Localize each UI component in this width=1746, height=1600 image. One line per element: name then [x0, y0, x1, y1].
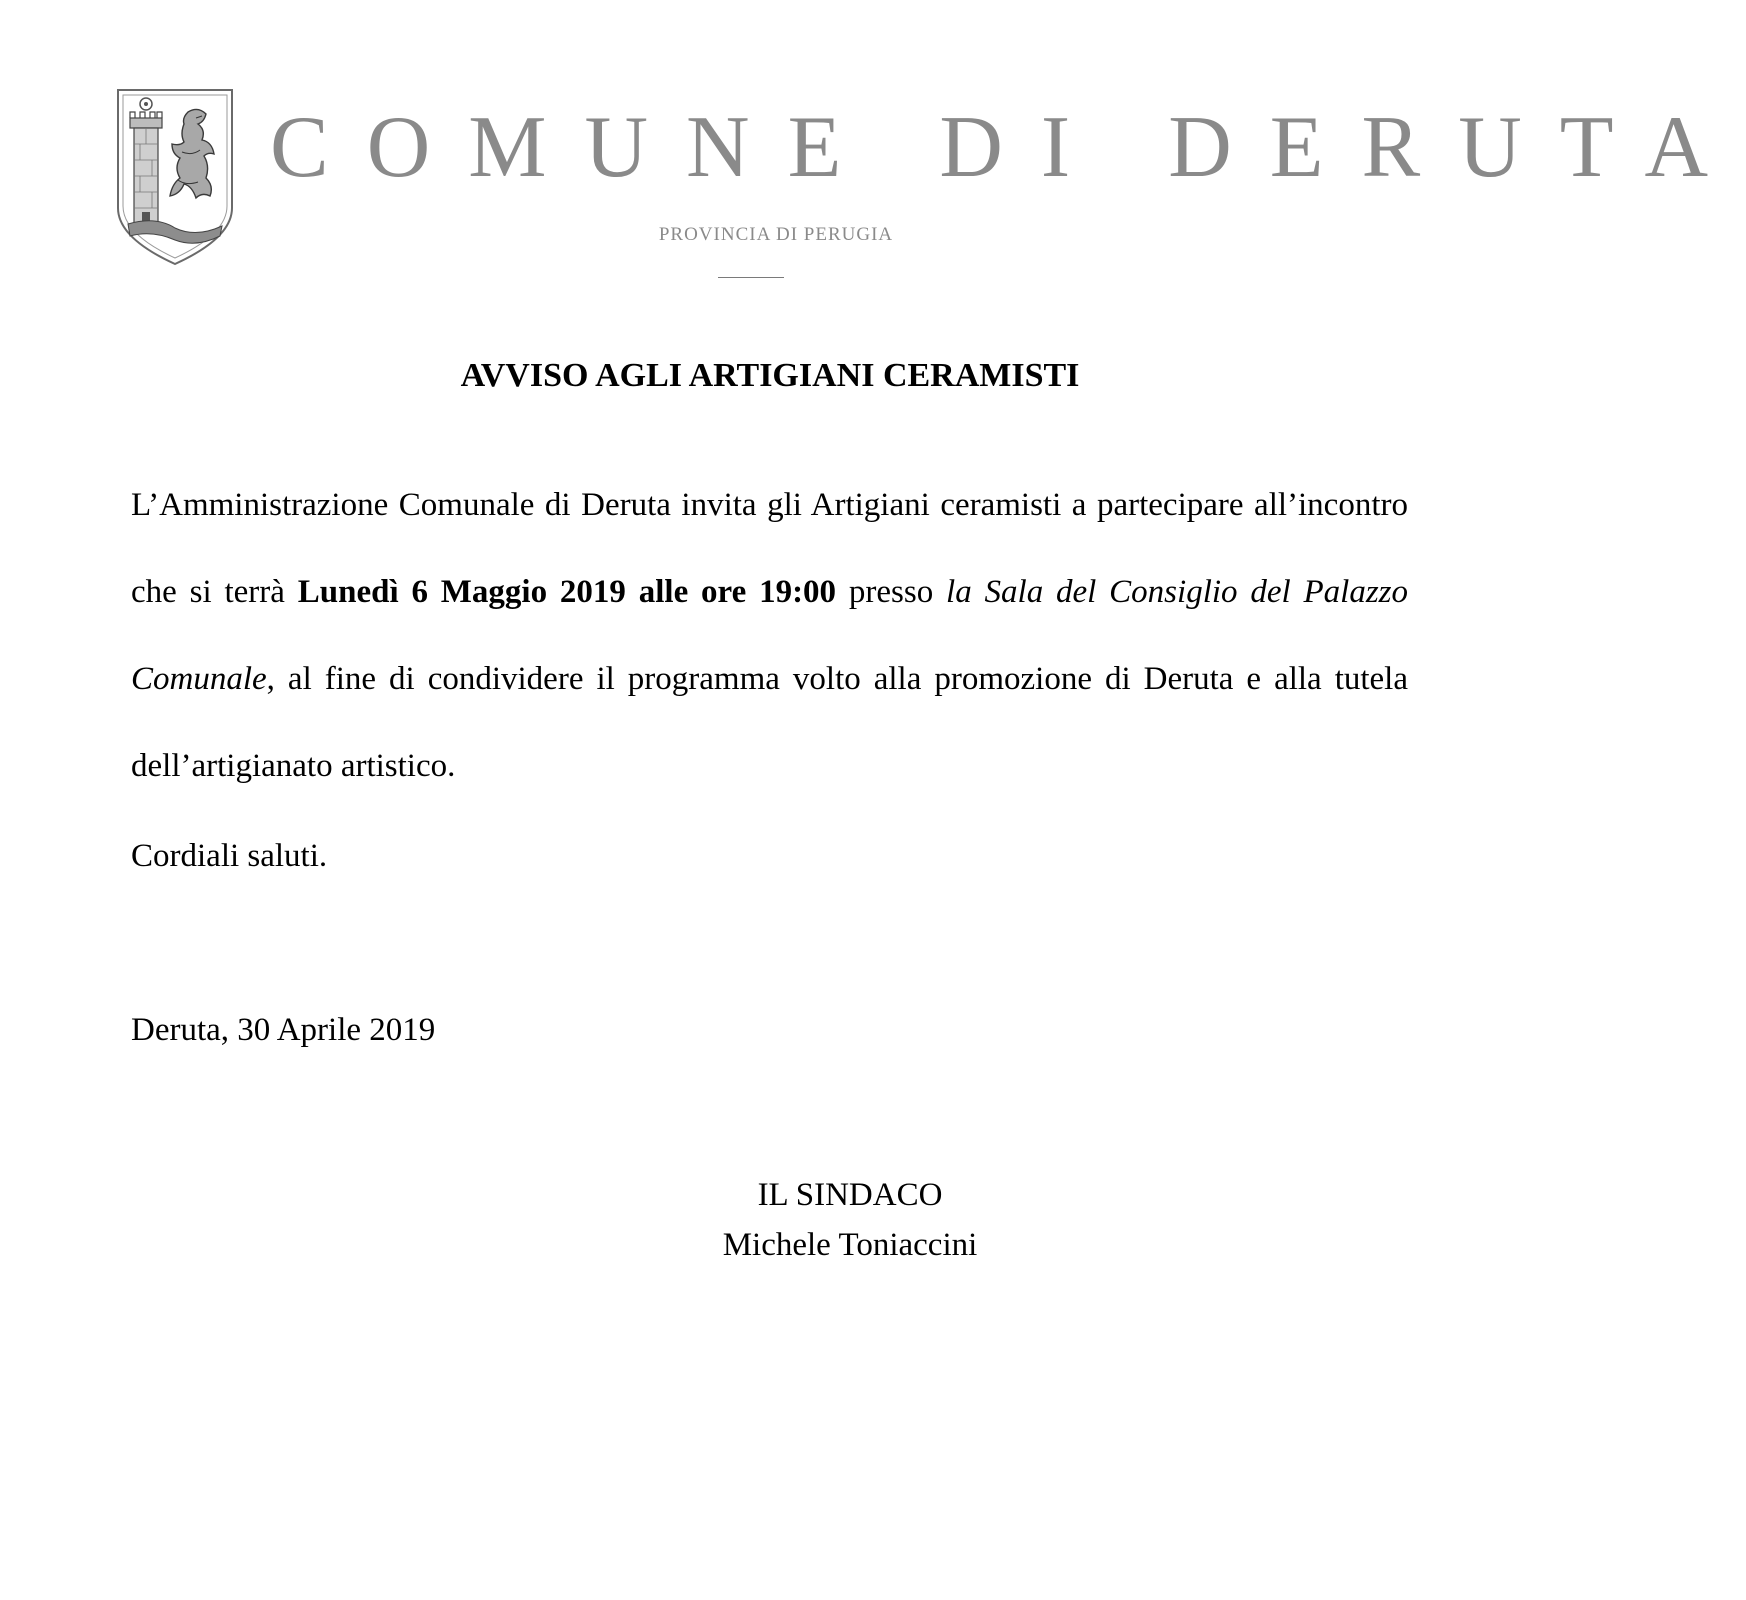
province-subtitle: PROVINCIA DI PERUGIA	[658, 224, 894, 245]
municipality-title: COMUNE DI DERUTA	[270, 99, 1746, 196]
signatory-role: IL SINDACO	[757, 1177, 943, 1213]
body-text-part: L’Amministrazione Comunale di Deruta invita gli Artigiani ceramisti a partecipare all’incontro che si terrà	[131, 487, 1408, 610]
body-text-part: , al fine di condividere il programma volto alla promozione di Deruta e alla tutela dell’artigianato artistico.	[131, 661, 1408, 784]
notice-title: AVVISO AGLI ARTIGIANI CERAMISTI	[460, 357, 1080, 394]
header-divider	[718, 277, 784, 278]
notice-body	[131, 462, 1408, 810]
coat-of-arms-icon	[116, 88, 234, 268]
signature-block	[640, 1170, 1060, 1270]
place-and-date: Deruta, 30 Aprile 2019	[131, 1012, 436, 1048]
body-text-part: presso	[836, 574, 947, 610]
closing-greeting: Cordiali saluti.	[131, 838, 328, 874]
signatory-name: Michele Toniaccini	[722, 1227, 978, 1263]
meeting-venue: la Sala del Consiglio del Palazzo Comunale	[131, 574, 1409, 697]
meeting-date-time: Lunedì 6 Maggio 2019 alle ore 19:00	[297, 574, 837, 610]
